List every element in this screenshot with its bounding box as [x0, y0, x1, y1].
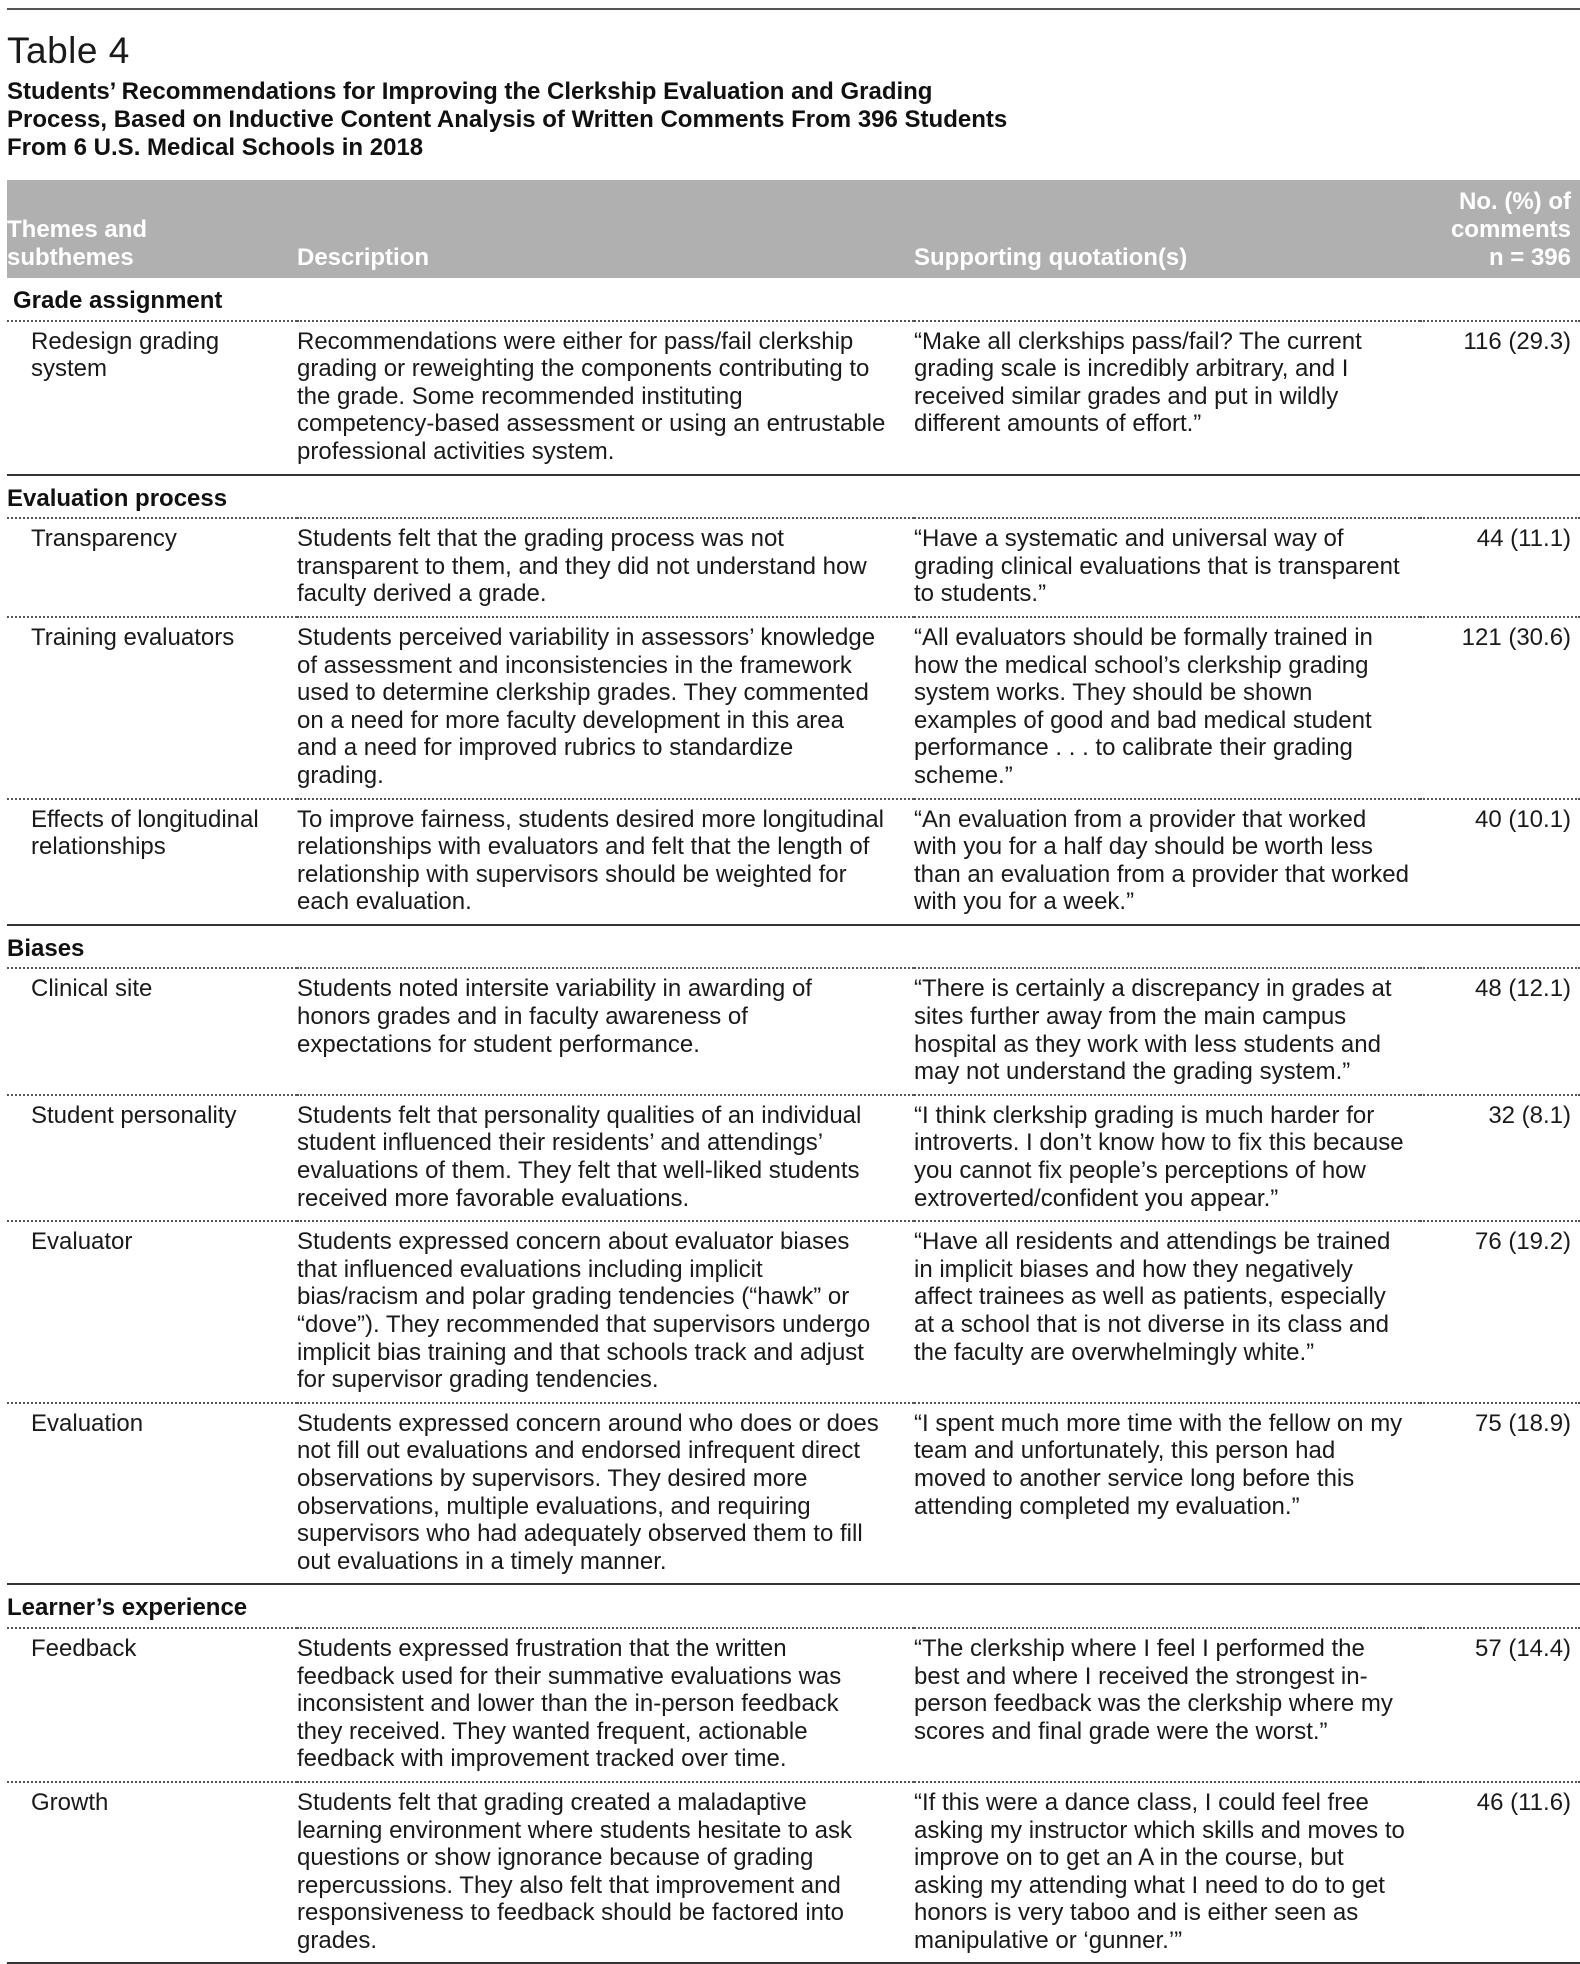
- subtheme-count: 75 (18.9): [1420, 1403, 1580, 1585]
- subtheme-quote: “The clerkship where I feel I performed the best and where I received the strongest in-person feedback was the clerkship where my scores and final grade were the worst.”: [914, 1628, 1420, 1782]
- subtheme-name: Student personality: [7, 1095, 297, 1221]
- theme-name: Learner’s experience: [7, 1584, 1580, 1628]
- subtheme-quote: “All evaluators should be formally trained in how the medical school’s clerkship grading system works. They should be shown examples of good and bad medical student performance . . . to calibrate their grading scheme.”: [914, 617, 1420, 799]
- theme-row: [7, 475, 1580, 519]
- header-themes: Themes and subthemes: [7, 216, 148, 271]
- subtheme-name: Feedback: [7, 1628, 297, 1782]
- header-description: Description: [297, 244, 430, 271]
- header-count: No. (%) of comments n = 396: [1450, 188, 1571, 271]
- subtheme-row: [7, 1782, 1580, 1964]
- subtheme-description: Recommendations were either for pass/fail clerkship grading or reweighting the components contributing to the grade. Some recommended instituting competency-based assessment or using an entrustable professional activities system.: [297, 321, 914, 475]
- subtheme-description: Students expressed concern about evaluator biases that influenced evaluations including implicit bias/racism and polar grading tendencies (“hawk” or “dove”). They recommended that supervisors undergo implicit bias training and that schools track and adjust for supervisor grading tendencies.: [297, 1221, 914, 1403]
- subtheme-quote: “I spent much more time with the fellow on my team and unfortunately, this person had moved to another service long before this attending completed my evaluation.”: [914, 1403, 1420, 1585]
- subtheme-description: Students felt that the grading process was not transparent to them, and they did not understand how faculty derived a grade.: [297, 518, 914, 617]
- table-title: Students’ Recommendations for Improving the Clerkship Evaluation and Grading Process, Based on Inductive Content Analysis of Written Comments From 396 Students From 6 U.S. Medical Schools in 2018: [7, 78, 1008, 161]
- subtheme-name: Training evaluators: [7, 617, 297, 799]
- theme-row: [7, 925, 1580, 969]
- subtheme-name: Redesign grading system: [7, 321, 297, 475]
- subtheme-name: Evaluation: [7, 1403, 297, 1585]
- subtheme-description: To improve fairness, students desired more longitudinal relationships with evaluators and felt that the length of relationship with supervisors should be weighted for each evaluation.: [297, 799, 914, 925]
- subtheme-row: [7, 617, 1580, 799]
- subtheme-name: Evaluator: [7, 1221, 297, 1403]
- subtheme-row: [7, 1628, 1580, 1782]
- subtheme-name: Transparency: [7, 518, 297, 617]
- subtheme-count: 116 (29.3): [1420, 321, 1580, 475]
- subtheme-row: [7, 1095, 1580, 1221]
- subtheme-quote: “If this were a dance class, I could feel free asking my instructor which skills and moves to improve on to get an A in the course, but asking my attending what I need to do to get honors is very taboo and is either seen as manipulative or ‘gunner.’”: [914, 1782, 1420, 1964]
- subtheme-description: Students felt that personality qualities of an individual student influenced their residents’ and attendings’ evaluations of them. They felt that well-liked students received more favorable evaluations.: [297, 1095, 914, 1221]
- subtheme-row: [7, 518, 1580, 617]
- top-rule: [7, 8, 1580, 10]
- subtheme-description: Students felt that grading created a maladaptive learning environment where students hesitate to ask questions or show ignorance because of grading repercussions. They also felt that improvement and responsiveness to feedback should be factored into grades.: [297, 1782, 914, 1964]
- subtheme-quote: “Have a systematic and universal way of grading clinical evaluations that is transparent to students.”: [914, 518, 1420, 617]
- subtheme-description: Students expressed concern around who does or does not fill out evaluations and endorsed infrequent direct observations by supervisors. They desired more observations, multiple evaluations, and requiring supervisors who had adequately observed them to fill out evaluations in a timely manner.: [297, 1403, 914, 1585]
- subtheme-count: 46 (11.6): [1420, 1782, 1580, 1964]
- subtheme-count: 40 (10.1): [1420, 799, 1580, 925]
- subtheme-row: [7, 799, 1580, 925]
- subtheme-quote: “An evaluation from a provider that worked with you for a half day should be worth less than an evaluation from a provider that worked with you for a week.”: [914, 799, 1420, 925]
- subtheme-row: [7, 1403, 1580, 1585]
- subtheme-name: Growth: [7, 1782, 297, 1964]
- theme-name: Evaluation process: [7, 475, 1580, 519]
- theme-row: [7, 278, 1580, 321]
- subtheme-quote: “I think clerkship grading is much harder for introverts. I don’t know how to fix this because you cannot fix people’s perceptions of how extroverted/confident you appear.”: [914, 1095, 1420, 1221]
- theme-name: Biases: [7, 925, 1580, 969]
- header-quotations: Supporting quotation(s): [914, 244, 1188, 271]
- subtheme-count: 32 (8.1): [1420, 1095, 1580, 1221]
- subtheme-row: [7, 1221, 1580, 1403]
- subtheme-quote: “There is certainly a discrepancy in grades at sites further away from the main campus hospital as they work with less students and may not understand the grading system.”: [914, 968, 1420, 1094]
- theme-row: [7, 1584, 1580, 1628]
- subtheme-description: Students perceived variability in assessors’ knowledge of assessment and inconsistencies in the framework used to determine clerkship grades. They commented on a need for more faculty development in this area and a need for improved rubrics to standardize grading.: [297, 617, 914, 799]
- subtheme-quote: “Make all clerkships pass/fail? The current grading scale is incredibly arbitrary, and I received similar grades and put in wildly different amounts of effort.”: [914, 321, 1420, 475]
- table-label: Table 4: [7, 30, 130, 71]
- subtheme-count: 121 (30.6): [1420, 617, 1580, 799]
- subtheme-description: Students expressed frustration that the written feedback used for their summative evaluations was inconsistent and lower than the in-person feedback they received. They wanted frequent, actionable feedback with improvement tracked over time.: [297, 1628, 914, 1782]
- subtheme-count: 48 (12.1): [1420, 968, 1580, 1094]
- table-header: [7, 180, 1580, 278]
- subtheme-row: [7, 321, 1580, 475]
- subtheme-quote: “Have all residents and attendings be trained in implicit biases and how they negatively affect trainees as well as patients, especially at a school that is not diverse in its class and the faculty are overwhelmingly white.”: [914, 1221, 1420, 1403]
- table-body: [7, 278, 1580, 1964]
- subtheme-count: 57 (14.4): [1420, 1628, 1580, 1782]
- subtheme-description: Students noted intersite variability in awarding of honors grades and in faculty awareness of expectations for student performance.: [297, 968, 914, 1094]
- subtheme-count: 76 (19.2): [1420, 1221, 1580, 1403]
- theme-name: Grade assignment: [7, 278, 1580, 321]
- subtheme-name: Clinical site: [7, 968, 297, 1094]
- subtheme-count: 44 (11.1): [1420, 518, 1580, 617]
- subtheme-row: [7, 968, 1580, 1094]
- subtheme-name: Effects of longitudinal relationships: [7, 799, 297, 925]
